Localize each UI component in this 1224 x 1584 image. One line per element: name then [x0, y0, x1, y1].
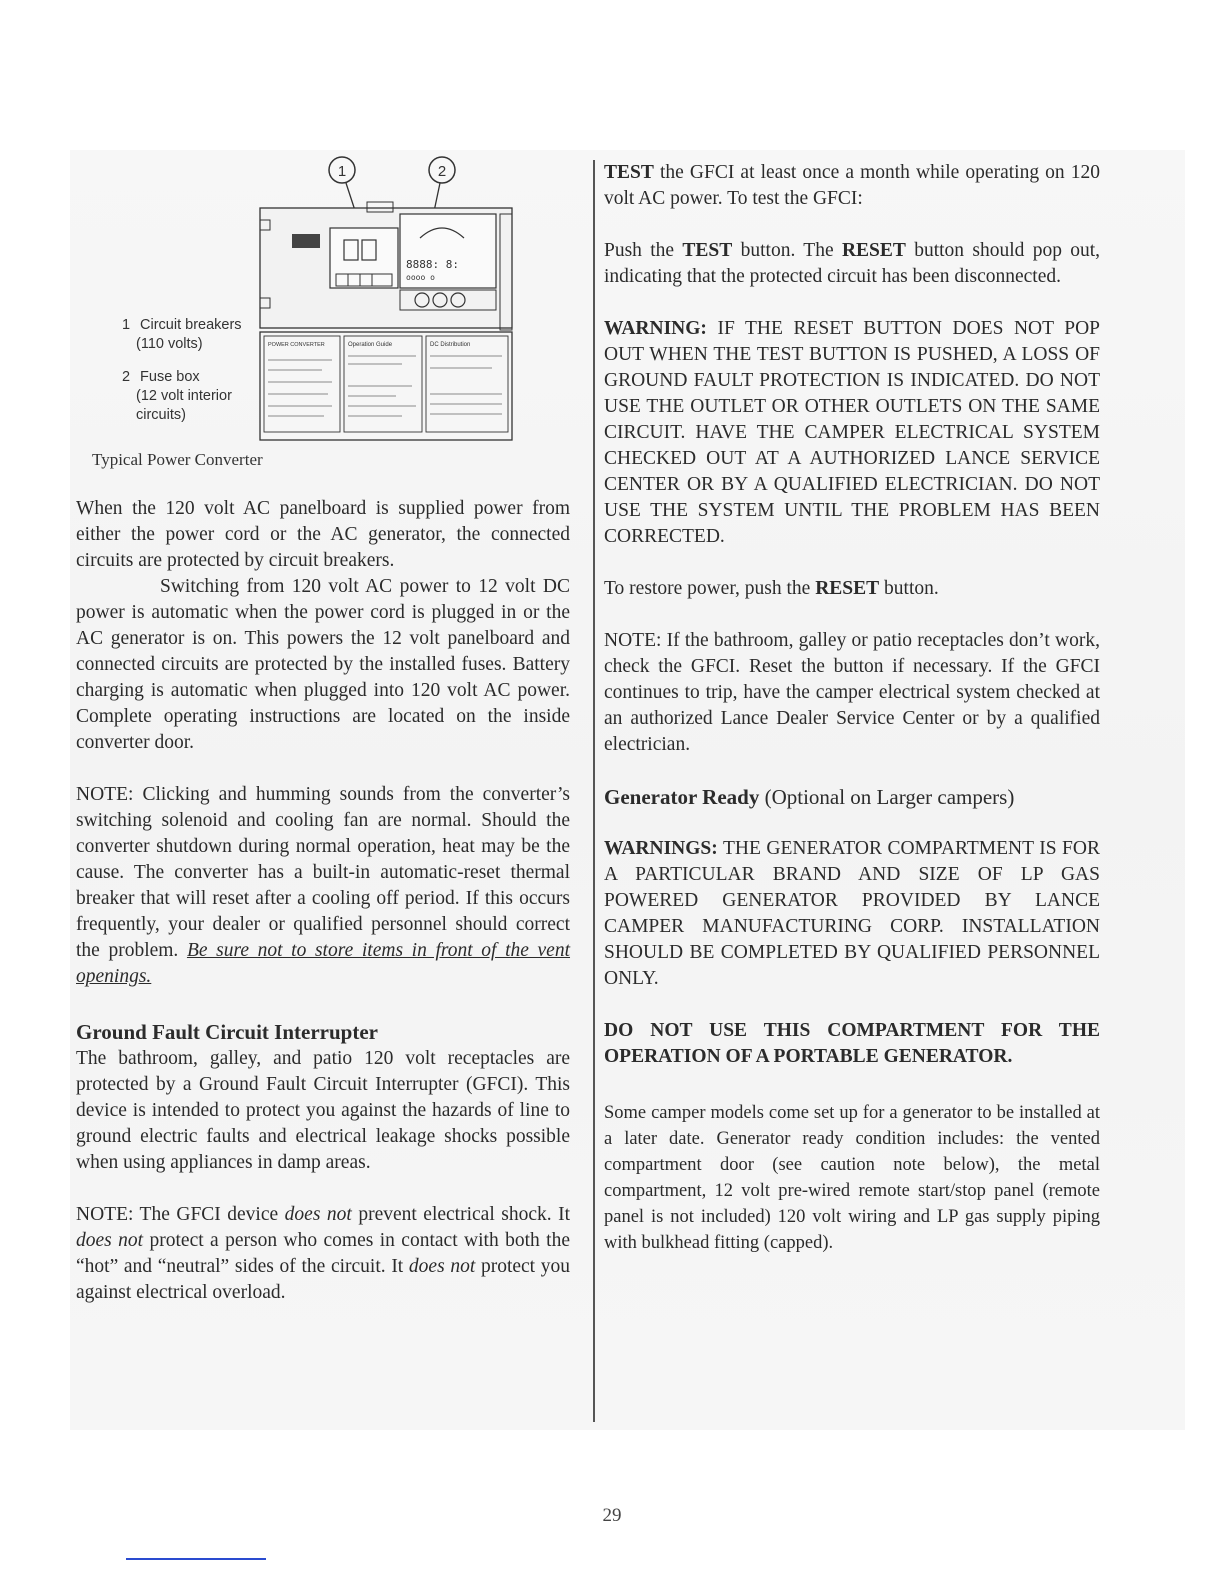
left-column — [76, 150, 570, 1306]
footnote-rule — [126, 1558, 266, 1560]
panelboard-paragraph: When the 120 volt AC panelboard is supplied power from either the power cord or the AC generator, the connected circuits are protected by circuit breakers. — [76, 498, 570, 571]
generator-ready-paragraph: Some camper models come set up for a generator to be installed at a later date. Generator ready condition includes: the vented compartment door (see caution note below), the metal compartment, 12 volt pre-wired remote start/stop panel (remote panel is not included) 120 volt wiring and LP gas supply piping with bulkhead fitting (capped). — [604, 1103, 1100, 1253]
legend-item-circuit-breakers: 1 Circuit breakers (110 volts) — [122, 317, 242, 352]
power-converter-diagram — [252, 150, 552, 450]
right-column — [604, 160, 1100, 1256]
power-converter-figure — [76, 150, 570, 469]
restore-power-paragraph: To restore power, push the RESET button. — [604, 578, 939, 599]
converter-note: NOTE: Clicking and humming sounds from the converter’s switching solenoid and cooling fan are normal. Should the converter shutdown during normal operation, heat may be the cause. The converter has a built-in automatic-reset thermal breaker that will reset after a cooling off period. If this occurs frequently, your dealer or qualified personnel should correct the problem. Be sure not to store items in front of the vent openings. — [76, 784, 571, 987]
callout-number-2: 2 — [437, 163, 447, 180]
test-instruction: TEST the GFCI at least once a month while operating on 120 volt AC power. To test the GFCI: — [604, 162, 1101, 209]
legend-item-fuse-box: 2 Fuse box (12 volt interior circuits) — [122, 369, 232, 423]
callout-legend — [122, 316, 242, 439]
gfci-paragraph: The bathroom, galley, and patio 120 volt receptacles are protected by a Ground Fault Circuit Interrupter (GFCI). This device is intended to protect you against the hazards of line to ground electric faults and electrical leakage shocks possible when using appliances in damp areas. — [76, 1048, 570, 1173]
portable-generator-warning: DO NOT USE THIS COMPARTMENT FOR THE OPERATION OF A PORTABLE GENERATOR. — [604, 1020, 1100, 1067]
panel-label-power-converter: POWER CONVERTER — [268, 342, 325, 348]
panel-label-operation-guide: Operation Guide — [348, 342, 393, 348]
reset-warning: WARNING: IF THE RESET BUTTON DOES NOT POP OUT WHEN THE TEST BUTTON IS PUSHED, A LOSS OF GROUND FAULT PROTECTION IS INDICATED. DO NOT USE THE OUTLET OR OTHER OUTLETS ON THE SAME CIRCUIT. HAVE THE CAMPER ELECTRICAL SYSTEM CHECKED OUT AT A AUTHORIZED LANCE SERVICE CENTER OR BY A QUALIFIED ELECTRICIAN. DO NOT USE THE SYSTEM UNTIL THE PROBLEM HAS BEEN CORRECTED. — [604, 318, 1101, 547]
panel-label-dc-distribution: DC Distribution — [430, 342, 471, 348]
vent-warning-emphasis: Be sure not to store items in front of the vent openings. — [76, 940, 571, 987]
generator-warnings: WARNINGS: THE GENERATOR COMPARTMENT IS FOR A PARTICULAR BRAND AND SIZE OF LP GAS POWERED GENERATOR PROVIDED BY LANCE CAMPER MANUFACTURING CORP. INSTALLATION SHOULD BE COMPLETED BY QUALIFIED PERSONNEL ONLY. — [604, 838, 1100, 989]
push-test-paragraph: Push the TEST button. The RESET button should pop out, indicating that the protected circuit has been disconnected. — [604, 240, 1101, 287]
column-divider — [593, 160, 595, 1422]
generator-ready-heading: Generator Ready (Optional on Larger campers) — [604, 785, 1015, 809]
switching-paragraph: Switching from 120 volt AC power to 12 volt DC power is automatic when the power cord is plugged in or the AC generator is on. This powers the 12 volt panelboard and connected circuits are protected by the installed fuses. Battery charging is automatic when plugged into 120 volt AC power. Complete operating instructions are located on the inside converter door. — [76, 576, 570, 753]
svg-text:oooo o: oooo o — [406, 273, 435, 282]
receptacle-note: NOTE: If the bathroom, galley or patio receptacles don’t work, check the GFCI. Reset the button if necessary. If the GFCI continues to trip, have the camper electrical system checked at an authorized Lance Dealer Service Center or by a qualified electrician. — [604, 630, 1100, 755]
gfci-heading: Ground Fault Circuit Interrupter — [76, 1020, 378, 1044]
figure-caption: Typical Power Converter — [92, 450, 263, 469]
svg-text:8888: 8:: 8888: 8: — [406, 258, 459, 271]
callout-number-1: 1 — [337, 163, 347, 180]
page-number: 29 — [602, 1505, 622, 1526]
gfci-note: NOTE: The GFCI device does not prevent electrical shock. It does not protect a person who comes in contact with both the “hot” and “neutral” sides of the circuit. It does not protect you against electrical overload. — [76, 1204, 571, 1303]
